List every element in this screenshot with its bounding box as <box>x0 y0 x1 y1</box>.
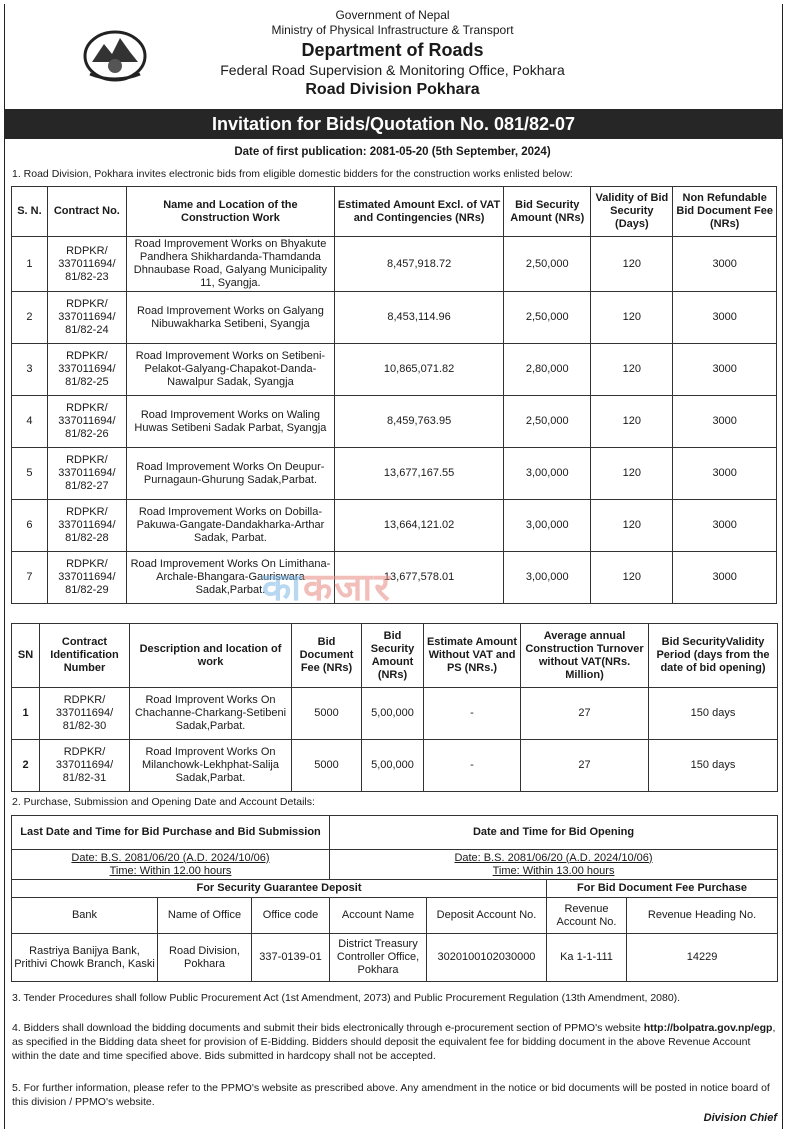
col-revenue-heading: Revenue Heading No. <box>627 898 778 934</box>
col-revenue-account: Revenue Account No. <box>547 898 627 934</box>
cell-sn: 5 <box>12 448 48 500</box>
value-office-name: Road Division, Pokhara <box>158 934 252 982</box>
header-work: Description and location of work <box>130 624 292 688</box>
cell-security: 2,50,000 <box>504 292 591 344</box>
cell-work: Road Improvement Works on Waling Huwas Setibeni Sadak Parbat, Syangja <box>126 396 334 448</box>
cell-security: 5,00,000 <box>362 688 424 740</box>
cell-amount: 13,677,167.55 <box>335 448 504 500</box>
table-row <box>12 934 778 982</box>
table-row <box>12 344 777 396</box>
cell-sn: 3 <box>12 344 48 396</box>
cell-sn: 7 <box>12 552 48 604</box>
table-row <box>12 500 777 552</box>
header-contract: Contract No. <box>47 187 126 237</box>
security-deposit-header: For Security Guarantee Deposit <box>12 880 547 898</box>
letterhead <box>0 0 785 105</box>
cell-work: Road Improvement Works on Setibeni-Pelakot-Galyang-Chapakot-Danda-Nawalpur Sadak, Syangja <box>126 344 334 396</box>
cell-fee: 3000 <box>673 237 777 292</box>
bolpatra-link[interactable]: http://bolpatra.gov.np/egp <box>643 1022 773 1034</box>
cell-validity: 150 days <box>649 740 778 792</box>
note-5: 5. For further information, please refer to the PPMO's website as prescribed above. Any amendment in the notice or bid documents will be posted in notice board of this division / PPMO's website. <box>12 1082 770 1108</box>
publication-date: Date of first publication: 2081-05-20 (5th September, 2024) <box>234 146 551 158</box>
cell-security: 3,00,000 <box>504 500 591 552</box>
cell-fee: 5000 <box>292 688 362 740</box>
cell-contract: RDPKR/ 337011694/ 81/82-26 <box>47 396 126 448</box>
cell-security: 5,00,000 <box>362 740 424 792</box>
cell-validity: 150 days <box>649 688 778 740</box>
cell-fee: 3000 <box>673 552 777 604</box>
value-revenue-account: Ka 1-1-111 <box>547 934 627 982</box>
cell-contract: RDPKR/ 337011694/ 81/82-27 <box>47 448 126 500</box>
header-contract: Contract Identification Number <box>40 624 130 688</box>
department-title: Department of Roads <box>301 40 484 60</box>
header-security: Bid Security Amount (NRs) <box>504 187 591 237</box>
cell-security: 3,00,000 <box>504 552 591 604</box>
cell-sn: 6 <box>12 500 48 552</box>
signature-title: Division Chief <box>703 1112 777 1124</box>
cell-amount: 10,865,071.82 <box>335 344 504 396</box>
cell-work: Road Improvent Works On Chachanne-Charkang-Setibeni Sadak,Parbat. <box>130 688 292 740</box>
cell-amount: 13,664,121.02 <box>335 500 504 552</box>
works-table <box>11 186 777 604</box>
cell-fee: 3000 <box>673 292 777 344</box>
office-line: Federal Road Supervision & Monitoring Office, Pokhara <box>220 62 565 78</box>
purchase-datetime <box>12 850 330 880</box>
purchase-header: Last Date and Time for Bid Purchase and Bid Submission <box>12 816 330 850</box>
cell-fee: 3000 <box>673 396 777 448</box>
cell-work: Road Improvement Works on Galyang Nibuwakharka Setibeni, Syangja <box>126 292 334 344</box>
notice-banner: Invitation for Bids/Quotation No. 081/82-07 <box>4 109 783 139</box>
cell-turnover: 27 <box>521 740 649 792</box>
cell-security: 2,50,000 <box>504 396 591 448</box>
cell-contract: RDPKR/ 337011694/ 81/82-25 <box>47 344 126 396</box>
cell-sn: 1 <box>12 688 40 740</box>
note-4-text-b: , as specified in the Bidding data sheet for provision of E-Bidding. Bidders should deposit the equivalent fee for bidding document in the above Revenue Account within the date and time specified above. Bids submitted in hardcopy shall not be accepted. <box>12 1022 776 1062</box>
cell-contract: RDPKR/ 337011694/ 81/82-24 <box>47 292 126 344</box>
table-row <box>12 688 778 740</box>
watermark-part-a: का <box>262 567 304 609</box>
cell-work: Road Improvent Works On Milanchowk-Lekhphat-Salija Sadak,Parbat. <box>130 740 292 792</box>
opening-header: Date and Time for Bid Opening <box>330 816 778 850</box>
note-1: 1. Road Division, Pokhara invites electronic bids from eligible domestic bidders for the construction works enlisted below: <box>12 168 573 180</box>
col-bank: Bank <box>12 898 158 934</box>
note-4-text-a: 4. Bidders shall download the bidding documents and submit their bids electronically through e-procurement section of PPMO's website <box>12 1022 641 1034</box>
col-office-code: Office code <box>252 898 330 934</box>
watermark-part-b: कजार <box>303 567 392 609</box>
cell-security: 3,00,000 <box>504 448 591 500</box>
cell-contract: RDPKR/ 337011694/ 81/82-29 <box>47 552 126 604</box>
col-office-name: Name of Office <box>158 898 252 934</box>
cell-validity: 120 <box>591 500 673 552</box>
value-account-name: District Treasury Controller Office, Pokhara <box>330 934 427 982</box>
cell-contract: RDPKR/ 337011694/ 81/82-31 <box>40 740 130 792</box>
header-validity: Validity of Bid Security (Days) <box>591 187 673 237</box>
dates-accounts-table <box>11 815 778 982</box>
col-account-name: Account Name <box>330 898 427 934</box>
cell-work: Road Improvement Works on Dobilla-Pakuwa-Gangate-Dandakharka-Arthar Sadak, Parbat. <box>126 500 334 552</box>
cell-sn: 1 <box>12 237 48 292</box>
cell-amount: 8,457,918.72 <box>335 237 504 292</box>
gov-line: Government of Nepal <box>335 8 450 22</box>
fee-purchase-header: For Bid Document Fee Purchase <box>547 880 778 898</box>
cell-validity: 120 <box>591 344 673 396</box>
watermark-logo <box>262 560 392 612</box>
cell-contract: RDPKR/ 337011694/ 81/82-28 <box>47 500 126 552</box>
header-fee: Non Refundable Bid Document Fee (NRs) <box>673 187 777 237</box>
division-title: Road Division Pokhara <box>305 81 480 98</box>
opening-datetime <box>330 850 778 880</box>
cell-contract: RDPKR/ 337011694/ 81/82-23 <box>47 237 126 292</box>
cell-work: Road Improvement Works On Limithana-Archale-Bhangara-Gauriswara Sadak,Parbat. <box>126 552 334 604</box>
purchase-time: Time: Within 12.00 hours <box>109 864 232 877</box>
header-sn: SN <box>12 624 40 688</box>
cell-work: Road Improvement Works On Deupur-Purnagaun-Ghurung Sadak,Parbat. <box>126 448 334 500</box>
header-validity: Bid SecurityValidity Period (days from the date of bid opening) <box>649 624 778 688</box>
cell-fee: 3000 <box>673 500 777 552</box>
table-row <box>12 292 777 344</box>
purchase-date: Date: B.S. 2081/06/20 (A.D. 2024/10/06) <box>71 851 270 864</box>
table-row <box>12 740 778 792</box>
note-4 <box>12 1021 780 1063</box>
header-security: Bid Security Amount (NRs) <box>362 624 424 688</box>
cell-sn: 4 <box>12 396 48 448</box>
opening-date: Date: B.S. 2081/06/20 (A.D. 2024/10/06) <box>454 851 653 864</box>
cell-work: Road Improvement Works on Bhyakute Pandhera Shikhardanda-Thamdanda Dhnaubase Road, Galyang Municipality 11, Syangja. <box>126 237 334 292</box>
value-revenue-heading: 14229 <box>627 934 778 982</box>
header-work: Name and Location of the Construction Work <box>126 187 334 237</box>
cell-security: 2,80,000 <box>504 344 591 396</box>
table-row <box>12 448 777 500</box>
cell-security: 2,50,000 <box>504 237 591 292</box>
cell-amount: 13,677,578.01 <box>335 552 504 604</box>
header-estimate: Estimate Amount Without VAT and PS (NRs.) <box>424 624 521 688</box>
col-deposit-account: Deposit Account No. <box>427 898 547 934</box>
cell-validity: 120 <box>591 396 673 448</box>
header-amount: Estimated Amount Excl. of VAT and Contingencies (NRs) <box>335 187 504 237</box>
value-office-code: 337-0139-01 <box>252 934 330 982</box>
header-sn: S. N. <box>12 187 48 237</box>
works-table-2 <box>11 623 778 792</box>
note-2: 2. Purchase, Submission and Opening Date and Account Details: <box>12 796 315 808</box>
header-turnover: Average annual Construction Turnover without VAT(NRs. Million) <box>521 624 649 688</box>
cell-fee: 5000 <box>292 740 362 792</box>
cell-validity: 120 <box>591 448 673 500</box>
value-bank: Rastriya Banijya Bank, Prithivi Chowk Branch, Kaski <box>12 934 158 982</box>
cell-validity: 120 <box>591 237 673 292</box>
note-3: 3. Tender Procedures shall follow Public Procurement Act (1st Amendment, 2073) and Public Procurement Regulation (13th Amendment, 2080). <box>12 992 681 1004</box>
cell-turnover: 27 <box>521 688 649 740</box>
cell-amount: 8,459,763.95 <box>335 396 504 448</box>
cell-validity: 120 <box>591 292 673 344</box>
table-row <box>12 237 777 292</box>
cell-sn: 2 <box>12 292 48 344</box>
cell-estimate: - <box>424 740 521 792</box>
cell-fee: 3000 <box>673 448 777 500</box>
cell-amount: 8,453,114.96 <box>335 292 504 344</box>
cell-fee: 3000 <box>673 344 777 396</box>
cell-validity: 120 <box>591 552 673 604</box>
cell-estimate: - <box>424 688 521 740</box>
value-deposit-account: 3020100102030000 <box>427 934 547 982</box>
table-row <box>12 396 777 448</box>
ministry-line: Ministry of Physical Infrastructure & Transport <box>271 23 514 37</box>
opening-time: Time: Within 13.00 hours <box>492 864 615 877</box>
cell-sn: 2 <box>12 740 40 792</box>
header-fee: Bid Document Fee (NRs) <box>292 624 362 688</box>
table-row <box>12 552 777 604</box>
cell-contract: RDPKR/ 337011694/ 81/82-30 <box>40 688 130 740</box>
